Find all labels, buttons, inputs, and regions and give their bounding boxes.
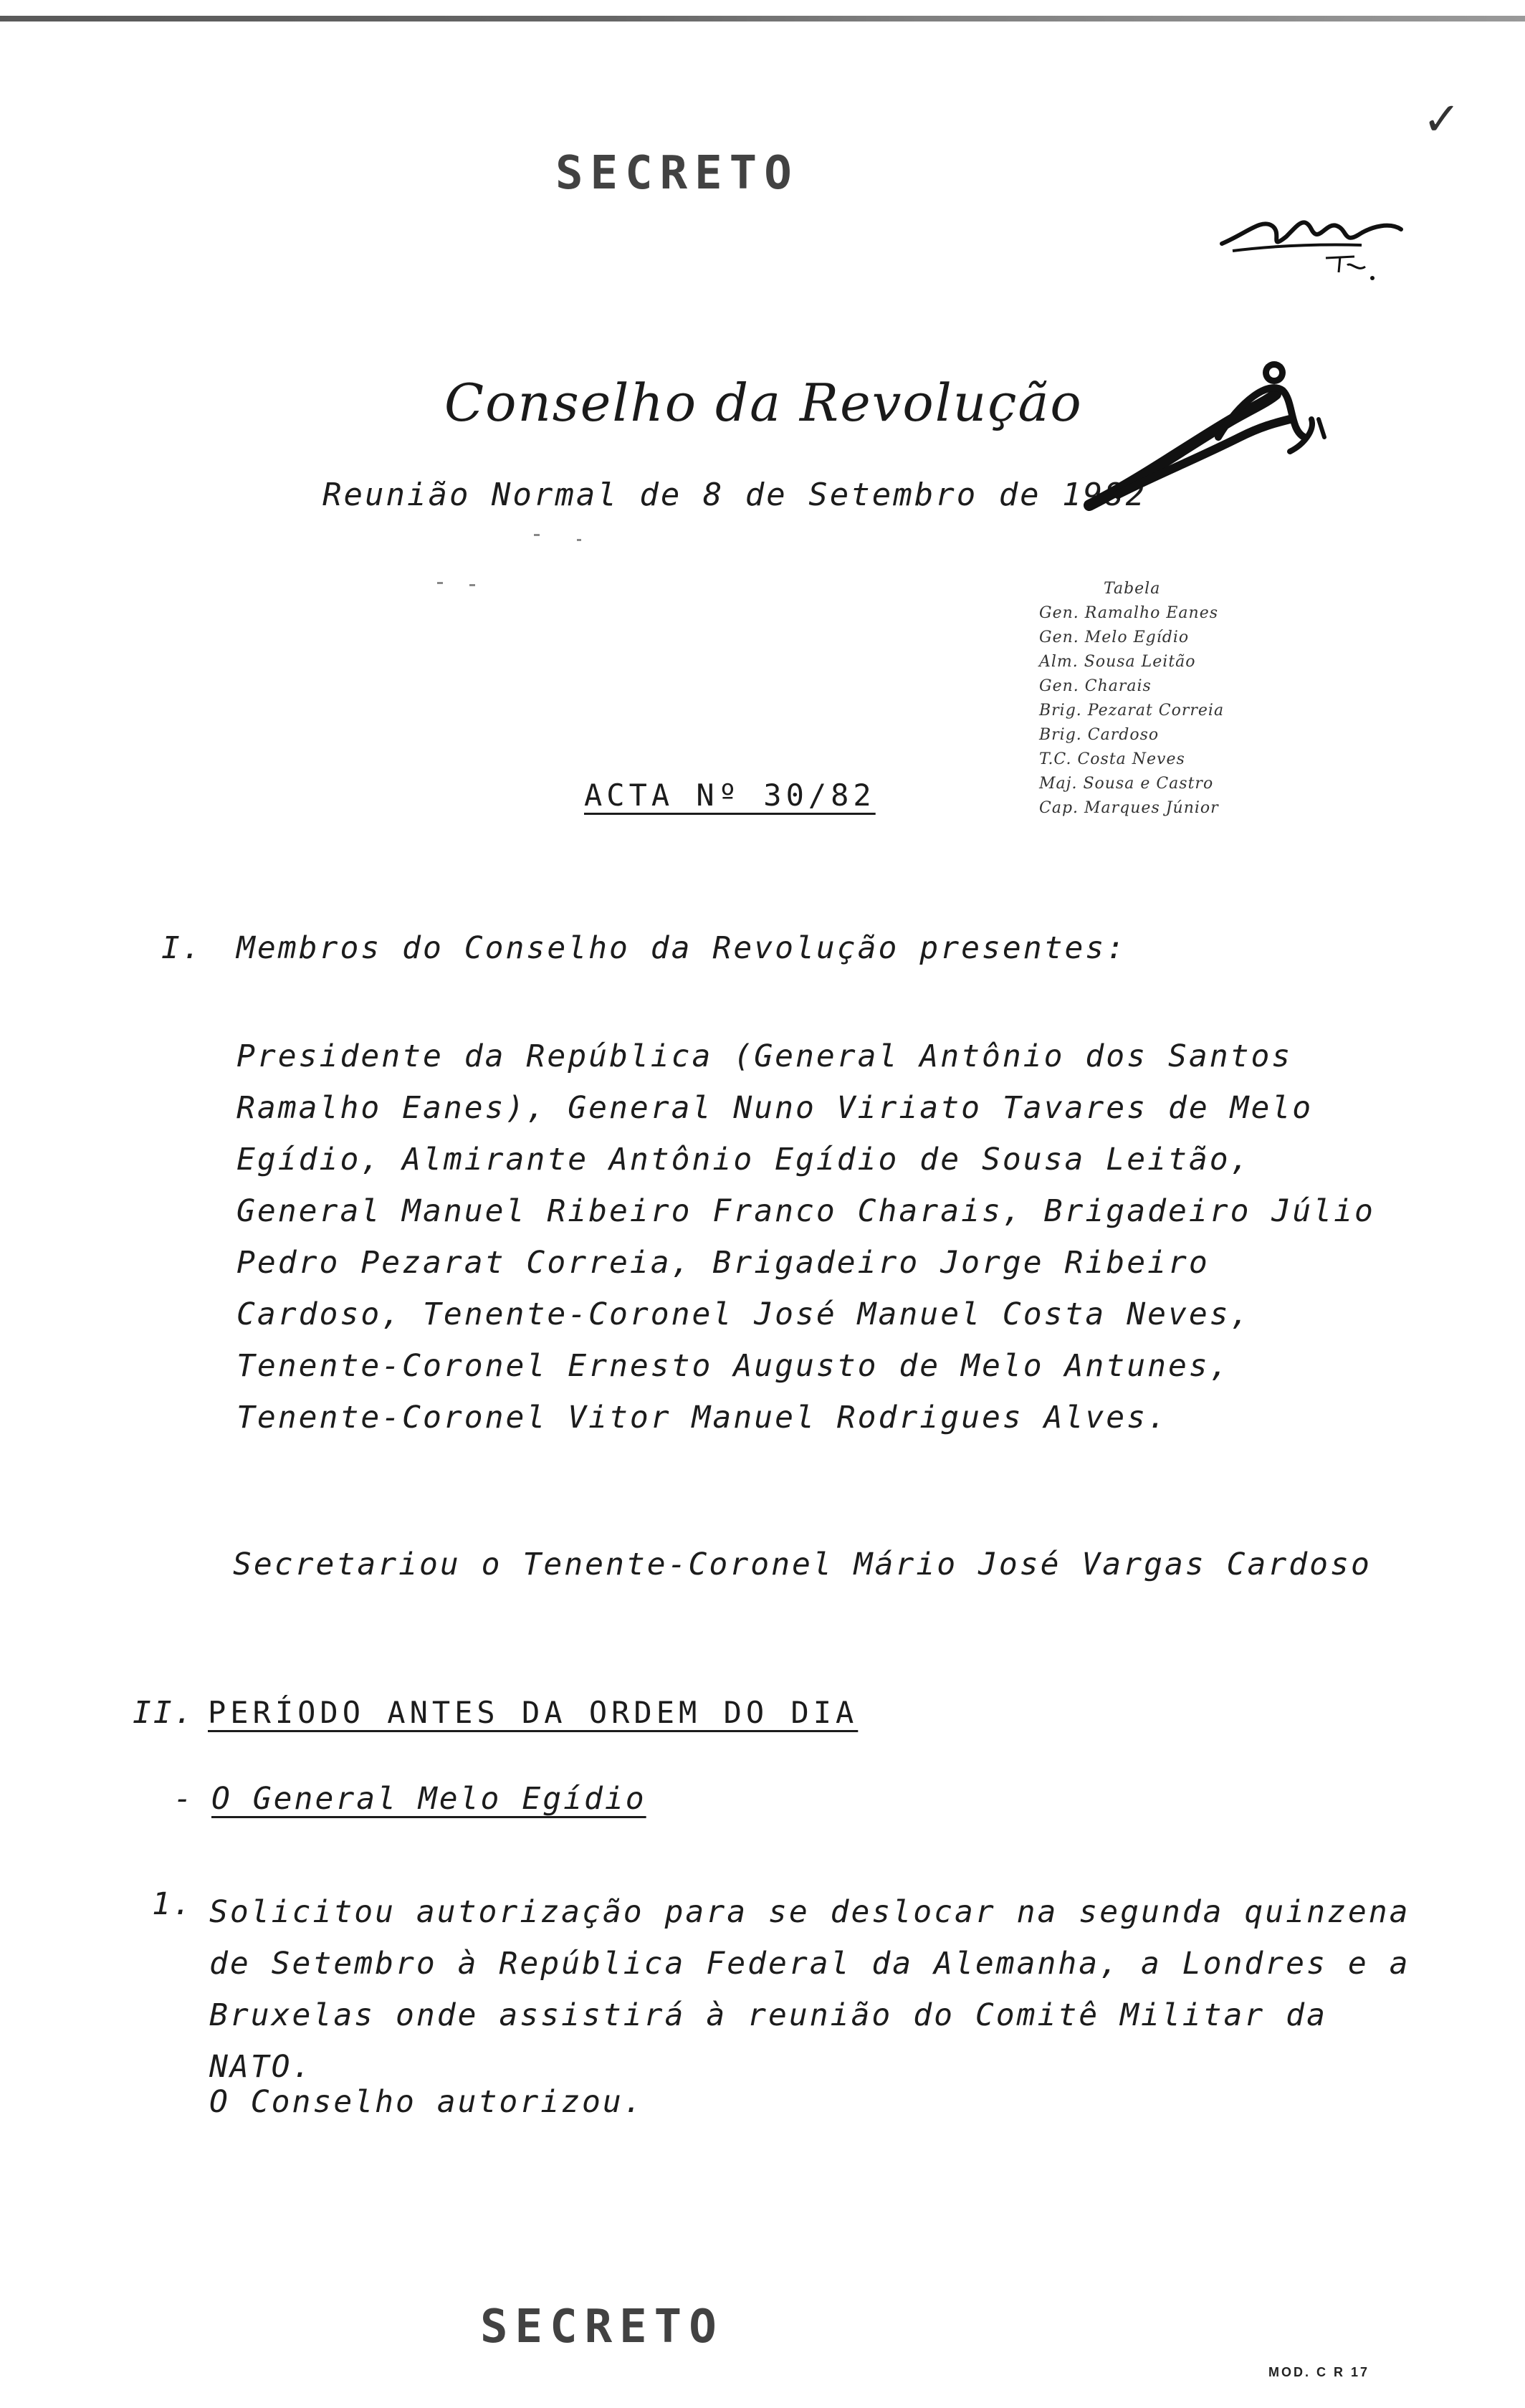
section-1-number: I. — [161, 930, 203, 966]
form-code: MOD. C R 17 — [1268, 2365, 1370, 2379]
scan-speck — [469, 584, 475, 586]
distribution-entry: Alm. Sousa Leitão — [1039, 653, 1196, 671]
section-2-heading: PERÍODO ANTES DA ORDEM DO DIA — [208, 1695, 859, 1730]
members-paragraph: Presidente da República (General Antônio dos Santos Ramalho Eanes), General Nuno Viriato Tavares de Melo Egídio, Almirante Antônio Egídio de Sousa Leitão, General Manuel Ribeiro Franco Charais, Brigadeiro Júlio Pedro Pezarat Correia, Brigadeiro Jorge Ribeiro Cardoso, Tenente-Coronel José Manuel Costa Neves, Tenente-Coronel Ernesto Augusto de Melo Antunes, Tenente-Coronel Vitor Manuel Rodrigues Alves. — [236, 1038, 1375, 1435]
section-2-number: II. — [133, 1695, 195, 1731]
item-1-number: 1. — [152, 1886, 193, 1922]
council-resolution: O Conselho autorizou. — [209, 2084, 644, 2120]
distribution-list — [1039, 577, 1326, 821]
council-title: Conselho da Revolução — [444, 373, 1083, 433]
meeting-subtitle: Reunião Normal de 8 de Setembro de 1982 — [322, 477, 1147, 513]
distribution-entry: Maj. Sousa e Castro — [1039, 775, 1214, 793]
item-1-text: Solicitou autorização para se deslocar na segunda quinzena de Setembro à República Federal da Alemanha, a Londres e a Bruxelas onde assistirá à reunião do Comitê Militar da NATO. — [209, 1894, 1410, 2085]
section-1-heading: Membros do Conselho da Revolução presentes: — [236, 930, 1127, 966]
distribution-entry: Gen. Charais — [1039, 677, 1152, 695]
top-secret-stamp: SECRETO — [555, 147, 799, 200]
signature-initials — [1218, 194, 1405, 294]
speaker-dash: - — [173, 1781, 194, 1817]
distribution-entry: Brig. Pezarat Correia — [1039, 702, 1225, 720]
scan-speck — [534, 534, 540, 536]
acta-number: ACTA Nº 30/82 — [584, 778, 876, 813]
speaker-name-text: O General Melo Egídio — [211, 1781, 646, 1817]
distribution-entry: Brig. Cardoso — [1039, 726, 1160, 744]
scan-speck — [577, 539, 581, 541]
distribution-entry: Gen. Ramalho Eanes — [1039, 604, 1219, 622]
distribution-heading: Tabela — [1104, 580, 1161, 598]
speaker-name — [211, 1781, 646, 1817]
president-signature — [1075, 351, 1333, 516]
secretary-line: Secretariou o Tenente-Coronel Mário José Vargas Cardoso — [233, 1547, 1372, 1582]
bottom-secret-stamp: SECRETO — [480, 2300, 724, 2354]
check-mark: ✓ — [1423, 93, 1461, 146]
scan-speck — [437, 582, 443, 584]
distribution-entry: T.C. Costa Neves — [1039, 750, 1185, 768]
scan-top-border — [0, 16, 1525, 22]
distribution-entry: Cap. Marques Júnior — [1039, 799, 1219, 817]
distribution-entry: Gen. Melo Egídio — [1039, 629, 1190, 646]
